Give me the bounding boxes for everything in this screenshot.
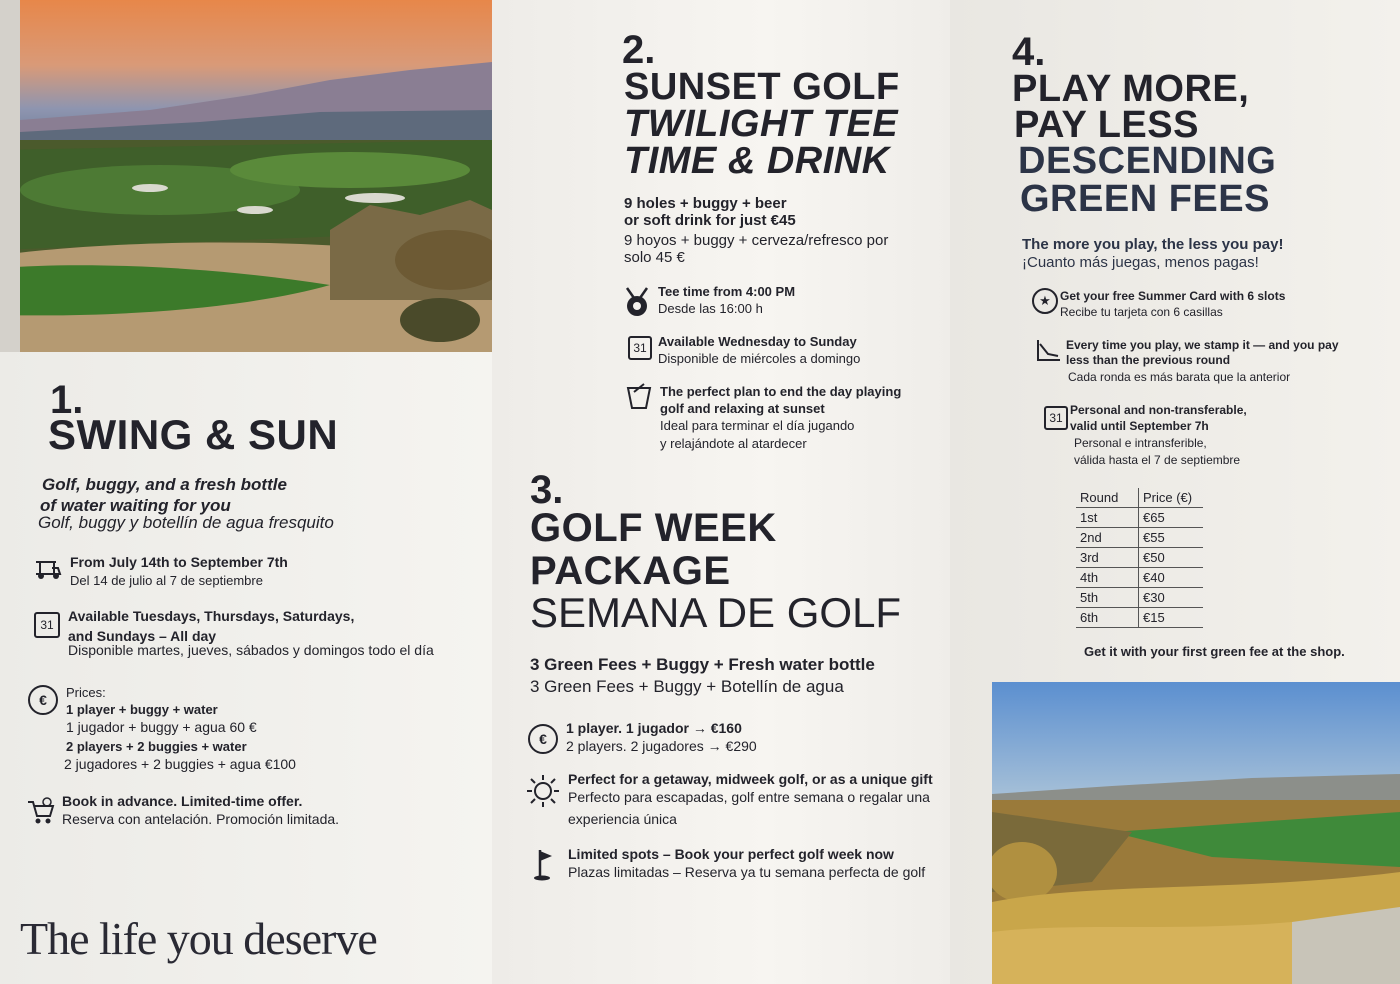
prices-label: Prices: [66, 685, 106, 700]
table-header-row [1076, 488, 1203, 508]
price2-es: 2 jugadores + 2 buggies + agua €100 [64, 756, 296, 772]
title-package: PACKAGE [530, 549, 731, 593]
offer-es-line1: 9 hoyos + buggy + cerveza/refresco por [624, 232, 889, 249]
table-cell-price: €40 [1139, 568, 1204, 588]
tee-time-es: Desde las 16:00 h [658, 301, 763, 316]
offer-es-line2: solo 45 € [624, 249, 685, 266]
stamp-en-line1: Every time you play, we stamp it — and you pay [1066, 338, 1339, 352]
section-number: 1. [50, 378, 84, 422]
week-price2: 2 players. 2 jugadores → €290 [566, 738, 757, 754]
personal-en-line2: valid until September 7h [1070, 419, 1209, 433]
tagline-es: ¡Cuanto más juegas, menos pagas! [1022, 254, 1259, 271]
panel-swing-and-sun [0, 0, 492, 984]
calendar-icon: 31 [1044, 406, 1068, 430]
section-number-2: 2. [622, 28, 656, 72]
calendar-icon: 31 [34, 612, 60, 638]
table-cell-round: 3rd [1076, 548, 1139, 568]
price1-en: 1 player + buggy + water [66, 702, 218, 717]
plan-es-line2: y relajándote al atardecer [660, 436, 807, 451]
star-icon: ★ [1032, 288, 1058, 314]
title-twilight-tee: TWILIGHT TEE [624, 103, 899, 145]
calendar-icon: 31 [628, 336, 652, 360]
golf-landscape-photo [992, 682, 1400, 984]
getaway-es-line1: Perfecto para escapadas, golf entre semana o regalar una [568, 789, 930, 805]
title-semana-de-golf: SEMANA DE GOLF [530, 589, 902, 636]
subtitle-en-line1: Golf, buggy, and a fresh bottle [42, 475, 287, 494]
week-sub-en: 3 Green Fees + Buggy + Fresh water bottle [530, 655, 875, 674]
table-row [1076, 588, 1203, 608]
getaway-es-line2: experiencia única [568, 811, 677, 827]
stamp-en-line2: less than the previous round [1066, 353, 1231, 367]
section-title: SWING & SUN [48, 411, 339, 458]
table-row [1076, 568, 1203, 588]
price2-en: 2 players + 2 buggies + water [66, 739, 247, 754]
table-cell-round: 5th [1076, 588, 1139, 608]
stamp-es: Cada ronda es más barata que la anterior [1068, 370, 1291, 384]
section-number-4: 4. [1012, 30, 1046, 74]
limited-en: Limited spots – Book your perfect golf week now [568, 846, 894, 862]
sun-icon [526, 774, 560, 808]
week-sub-es: 3 Green Fees + Buggy + Botellín de agua [530, 677, 844, 696]
subtitle-es: Golf, buggy y botellín de agua fresquito [38, 513, 334, 532]
table-cell-round: 4th [1076, 568, 1139, 588]
book-es: Reserva con antelación. Promoción limitada. [62, 811, 340, 827]
table-cell-price: €65 [1139, 508, 1204, 528]
golf-ball-clock-icon [622, 284, 652, 318]
table-row [1076, 508, 1203, 528]
title-time-drink: TIME & DRINK [624, 140, 890, 182]
limited-es: Plazas limitadas – Reserva ya tu semana perfecta de golf [568, 864, 926, 880]
subtitle-en-line2: of water waiting for you [40, 496, 231, 515]
table-cell-round: 6th [1076, 608, 1139, 628]
tagline: The life you deserve [20, 913, 377, 964]
title-golf-week: GOLF WEEK [530, 506, 777, 550]
table-row [1076, 548, 1203, 568]
card-es: Recibe tu tarjeta con 6 casillas [1060, 305, 1223, 319]
euro-icon: € [28, 685, 58, 715]
title-play-more: PLAY MORE, [1012, 68, 1250, 110]
table-header-round: Round [1076, 488, 1139, 508]
card-en: Get your free Summer Card with 6 slots [1060, 289, 1286, 303]
dates-en: From July 14th to September 7th [70, 554, 288, 570]
table-cell-price: €55 [1139, 528, 1204, 548]
title-sunset-golf: SUNSET GOLF [624, 66, 900, 108]
shop-note: Get it with your first green fee at the shop. [1084, 644, 1345, 659]
table-cell-price: €30 [1139, 588, 1204, 608]
week-price1: 1 player. 1 jugador → €160 [566, 720, 742, 736]
plan-en-line1: The perfect plan to end the day playing [660, 384, 902, 399]
title-pay-less: PAY LESS [1014, 104, 1199, 146]
title-green-fees: GREEN FEES [1020, 178, 1270, 220]
drink-glass-icon [624, 382, 654, 412]
price1-es: 1 jugador + buggy + agua 60 € [66, 719, 257, 735]
table-cell-price: €15 [1139, 608, 1204, 628]
personal-es-line2: válida hasta el 7 de septiembre [1074, 453, 1241, 467]
personal-en-line1: Personal and non-transferable, [1070, 403, 1247, 417]
euro-icon: € [528, 724, 558, 754]
sunset-golf-course-photo [0, 0, 492, 352]
personal-es-line1: Personal e intransferible, [1074, 436, 1207, 450]
dates-es: Del 14 de julio al 7 de septiembre [70, 573, 263, 588]
table-row [1076, 528, 1203, 548]
getaway-en: Perfect for a getaway, midweek golf, or as a unique gift [568, 771, 933, 787]
section-number-3: 3. [530, 468, 564, 512]
days-en-line2: and Sundays – All day [68, 628, 217, 644]
descending-chart-icon [1036, 338, 1062, 362]
book-en: Book in advance. Limited-time offer. [62, 793, 303, 809]
offer-en-line2: or soft drink for just €45 [624, 212, 796, 229]
price-table [1076, 488, 1203, 628]
table-header-price: Price (€) [1139, 488, 1204, 508]
available-es: Disponible de miércoles a domingo [658, 351, 861, 366]
table-cell-price: €50 [1139, 548, 1204, 568]
panel-play-more [950, 0, 1400, 984]
days-en-line1: Available Tuesdays, Thursdays, Saturdays, [68, 608, 355, 624]
offer-en-line1: 9 holes + buggy + beer [624, 195, 787, 212]
title-descending: DESCENDING [1018, 140, 1277, 182]
plan-es-line1: Ideal para terminar el día jugando [660, 418, 855, 433]
golf-flag-icon [532, 848, 558, 882]
tagline-en: The more you play, the less you pay! [1022, 236, 1284, 253]
panel-sunset-and-week [492, 0, 950, 984]
table-row [1076, 608, 1203, 628]
table-cell-round: 2nd [1076, 528, 1139, 548]
golf-cart-icon [32, 556, 64, 582]
tee-time-en: Tee time from 4:00 PM [658, 284, 796, 299]
shopping-cart-icon [26, 796, 56, 826]
available-en: Available Wednesday to Sunday [658, 334, 857, 349]
table-cell-round: 1st [1076, 508, 1139, 528]
days-es: Disponible martes, jueves, sábados y domingos todo el día [68, 642, 434, 658]
plan-en-line2: golf and relaxing at sunset [660, 401, 825, 416]
